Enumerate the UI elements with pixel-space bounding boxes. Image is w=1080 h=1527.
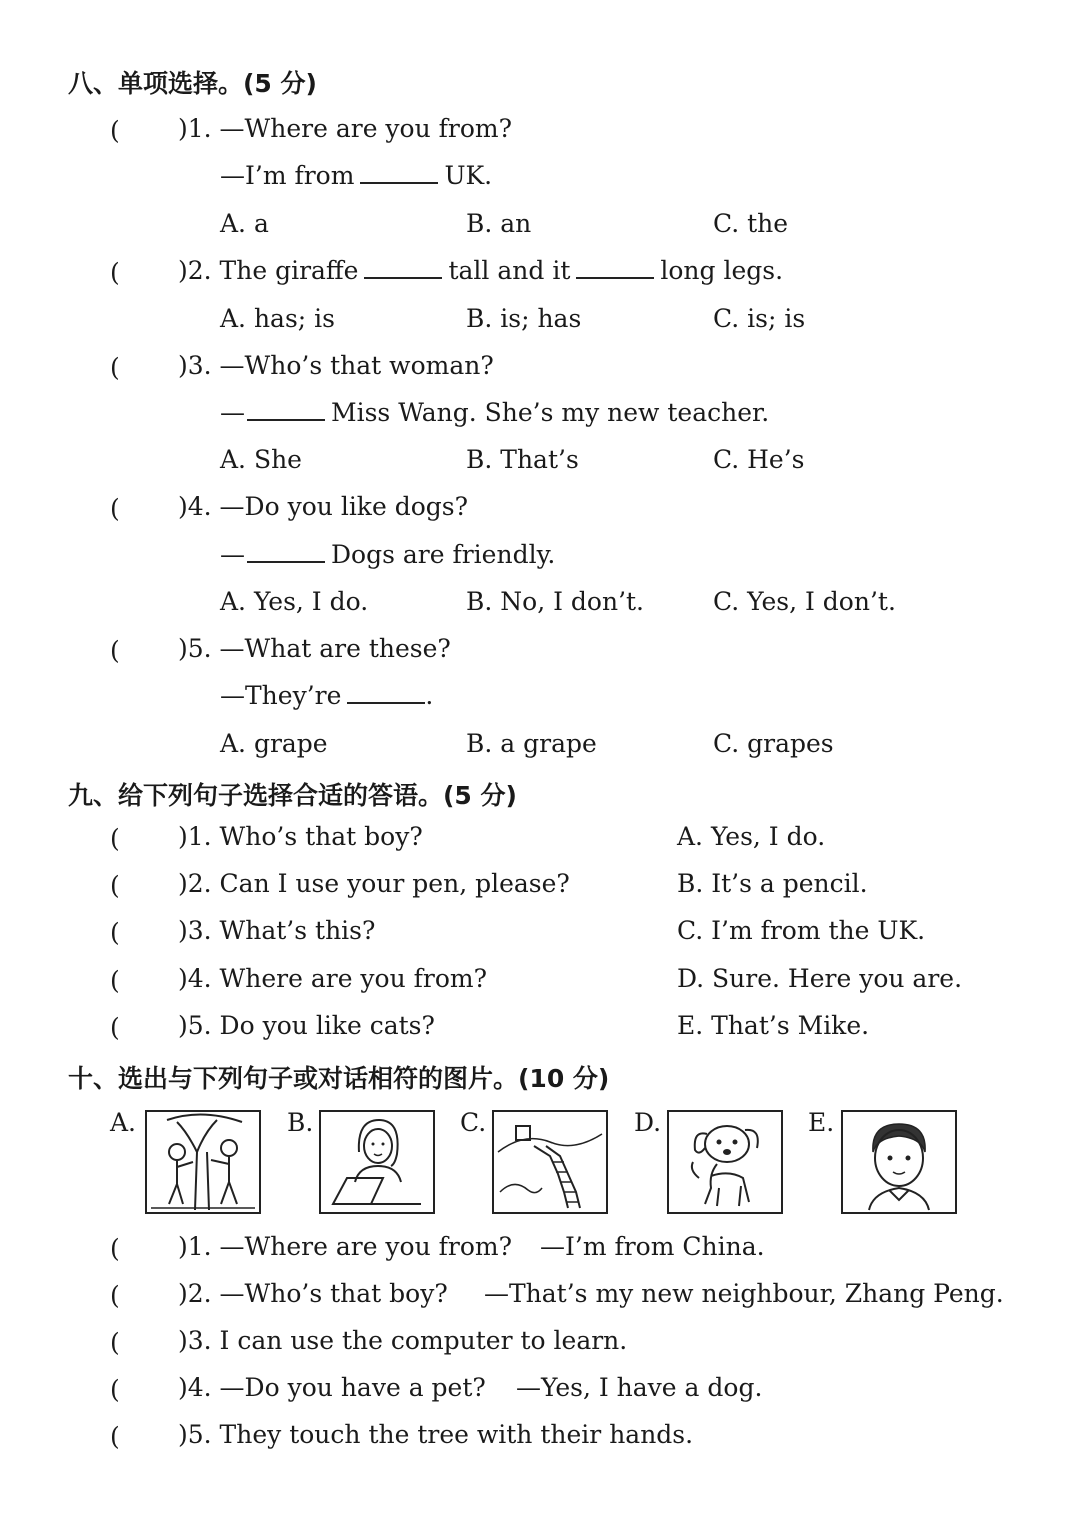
answer-paren[interactable]: ( bbox=[110, 494, 120, 523]
s9-q4-text: )4. Where are you from? bbox=[178, 964, 488, 993]
s9-answer-b: B. It’s a pencil. bbox=[677, 869, 868, 898]
s9-answer-d: D. Sure. Here you are. bbox=[677, 964, 963, 993]
s8-q4-option-a[interactable]: A. Yes, I do. bbox=[220, 587, 369, 616]
s8-q1-option-b[interactable]: B. an bbox=[466, 209, 532, 238]
answer-paren[interactable]: ( bbox=[110, 824, 120, 853]
s10-q5-text: )5. They touch the tree with their hands. bbox=[178, 1420, 694, 1449]
s8-q2-option-c[interactable]: C. is; is bbox=[713, 304, 806, 333]
dog-icon bbox=[667, 1110, 783, 1214]
kids-touching-tree-icon bbox=[145, 1110, 261, 1214]
picture-label-d: D. bbox=[634, 1108, 662, 1137]
answer-paren[interactable]: ( bbox=[110, 1422, 120, 1451]
answer-paren[interactable]: ( bbox=[110, 1234, 120, 1263]
s8-q1-text: )1. —Where are you from? bbox=[178, 114, 513, 143]
s8-q4-option-b[interactable]: B. No, I don’t. bbox=[466, 587, 645, 616]
s8-q5-line2: —They’re . bbox=[220, 681, 434, 710]
s9-q1-text: )1. Who’s that boy? bbox=[178, 822, 423, 851]
s8-q1-option-a[interactable]: A. a bbox=[220, 209, 269, 238]
s9-answer-c: C. I’m from the UK. bbox=[677, 916, 926, 945]
s8-q3-line2: — Miss Wang. She’s my new teacher. bbox=[220, 398, 770, 427]
s8-q3-option-c[interactable]: C. He’s bbox=[713, 445, 805, 474]
s10-q4-text: )4. —Do you have a pet? bbox=[178, 1373, 486, 1402]
s8-q5-option-b[interactable]: B. a grape bbox=[466, 729, 597, 758]
picture-label-b: B. bbox=[287, 1108, 314, 1137]
s8-q1-option-c[interactable]: C. the bbox=[713, 209, 789, 238]
s8-q1-line2: —I’m from UK. bbox=[220, 161, 493, 190]
picture-label-e: E. bbox=[808, 1108, 835, 1137]
girl-with-laptop-icon bbox=[319, 1110, 435, 1214]
answer-paren[interactable]: ( bbox=[110, 116, 120, 145]
s9-answer-e: E. That’s Mike. bbox=[677, 1011, 870, 1040]
s9-q2-text: )2. Can I use your pen, please? bbox=[178, 869, 570, 898]
s8-q3-option-b[interactable]: B. That’s bbox=[466, 445, 579, 474]
answer-paren[interactable]: ( bbox=[110, 1013, 120, 1042]
s8-q5-option-c[interactable]: C. grapes bbox=[713, 729, 834, 758]
s8-q3-text: )3. —Who’s that woman? bbox=[178, 351, 494, 380]
s8-q2-option-a[interactable]: A. has; is bbox=[220, 304, 335, 333]
section-9-title: 九、给下列句子选择合适的答语。(5 分) bbox=[68, 781, 517, 810]
answer-paren[interactable]: ( bbox=[110, 871, 120, 900]
s10-q2-text: )2. —Who’s that boy? bbox=[178, 1279, 448, 1308]
s10-q2-reply: —That’s my new neighbour, Zhang Peng. bbox=[484, 1279, 1004, 1308]
answer-paren[interactable]: ( bbox=[110, 353, 120, 382]
answer-paren[interactable]: ( bbox=[110, 1328, 120, 1357]
s8-q2-text: )2. The giraffe tall and it long legs. bbox=[178, 256, 784, 285]
answer-paren[interactable]: ( bbox=[110, 258, 120, 287]
s8-q4-line2: — Dogs are friendly. bbox=[220, 540, 556, 569]
answer-paren[interactable]: ( bbox=[110, 636, 120, 665]
section-10-title: 十、选出与下列句子或对话相符的图片。(10 分) bbox=[68, 1064, 610, 1093]
answer-paren[interactable]: ( bbox=[110, 1281, 120, 1310]
section-8-title: 八、单项选择。(5 分) bbox=[68, 69, 317, 98]
s8-q2-option-b[interactable]: B. is; has bbox=[466, 304, 582, 333]
s8-q3-option-a[interactable]: A. She bbox=[220, 445, 302, 474]
great-wall-icon bbox=[492, 1110, 608, 1214]
picture-label-a: A. bbox=[110, 1108, 137, 1137]
s10-q1-text: )1. —Where are you from? bbox=[178, 1232, 513, 1261]
answer-paren[interactable]: ( bbox=[110, 1375, 120, 1404]
s10-q4-reply: —Yes, I have a dog. bbox=[516, 1373, 763, 1402]
s8-q4-option-c[interactable]: C. Yes, I don’t. bbox=[713, 587, 896, 616]
s9-q3-text: )3. What’s this? bbox=[178, 916, 376, 945]
s8-q5-text: )5. —What are these? bbox=[178, 634, 451, 663]
s10-q3-text: )3. I can use the computer to learn. bbox=[178, 1326, 628, 1355]
s10-q1-reply: —I’m from China. bbox=[540, 1232, 765, 1261]
picture-label-c: C. bbox=[460, 1108, 487, 1137]
s8-q4-text: )4. —Do you like dogs? bbox=[178, 492, 468, 521]
boy-portrait-icon bbox=[841, 1110, 957, 1214]
answer-paren[interactable]: ( bbox=[110, 966, 120, 995]
s8-q5-option-a[interactable]: A. grape bbox=[220, 729, 328, 758]
answer-paren[interactable]: ( bbox=[110, 918, 120, 947]
s9-q5-text: )5. Do you like cats? bbox=[178, 1011, 435, 1040]
s9-answer-a: A. Yes, I do. bbox=[677, 822, 826, 851]
